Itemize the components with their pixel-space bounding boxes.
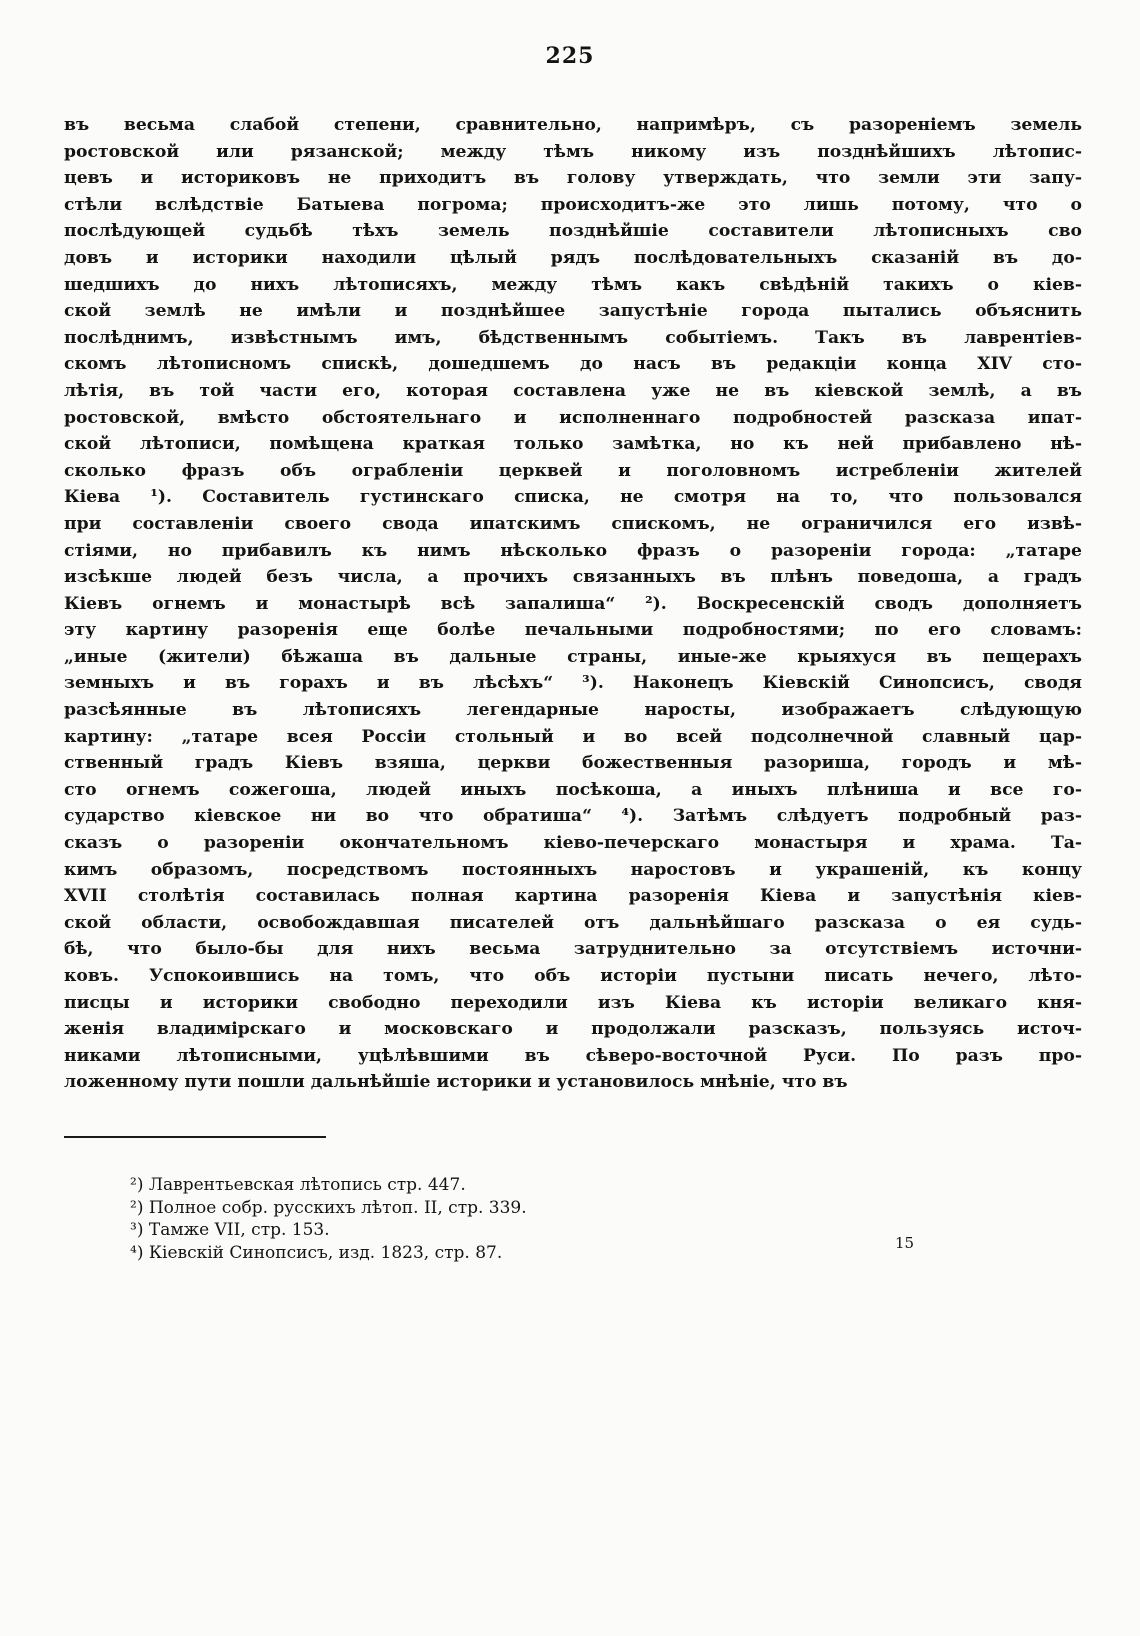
text-line: эту картину разоренія еще болѣе печальными подробностями; по его словамъ: bbox=[64, 620, 1082, 641]
text-line: ской лѣтописи, помѣщена краткая только замѣтка, но къ ней прибавлено нѣ- bbox=[64, 434, 1082, 455]
text-line: ложенному пути пошли дальнѣйшіе историки и установилось мнѣніе, что въ bbox=[64, 1072, 848, 1093]
text-line: ковъ. Успокоившись на томъ, что объ исторіи пустыни писать нечего, лѣто- bbox=[64, 966, 1082, 986]
text-line: стѣли вслѣдствіе Батыева погрома; происходитъ-же это лишь потому, что о bbox=[64, 194, 1082, 215]
text-line: скомъ лѣтописномъ спискѣ, дошедшемъ до насъ въ редакціи конца XIV сто- bbox=[64, 354, 1082, 375]
text-line: картину: „татаре всея Россіи стольный и во всей подсолнечной славный цар- bbox=[64, 726, 1082, 747]
text-line: разсѣянные въ лѣтописяхъ легендарные наросты, изображаетъ слѣдующую bbox=[64, 700, 1082, 721]
text-line: кимъ образомъ, посредствомъ постоянныхъ наростовъ и украшеній, къ концу bbox=[64, 859, 1082, 880]
text-line: изсѣкше людей безъ числа, а прочихъ связанныхъ въ плѣнъ поведоша, а градъ bbox=[64, 567, 1082, 588]
printer-signature: 15 bbox=[895, 1234, 915, 1252]
text-line: женія владимірскаго и московскаго и продолжали разсказъ, пользуясь источ- bbox=[64, 1019, 1082, 1040]
text-line: ской области, освобождавшая писателей отъ дальнѣйшаго разсказа о ея судь- bbox=[64, 912, 1082, 933]
text-line: ской землѣ не имѣли и позднѣйшее запустѣніе города пытались объяснить bbox=[64, 301, 1082, 322]
footnote: ²) Полное собр. русскихъ лѣтоп. II, стр. 339. bbox=[130, 1197, 527, 1218]
text-line: писцы и историки свободно переходили изъ Кіева къ исторіи великаго кня- bbox=[64, 992, 1082, 1013]
page-number: 225 bbox=[545, 43, 595, 69]
footnotes bbox=[130, 1174, 527, 1264]
text-line: лѣтія, въ той части его, которая составлена уже не въ кіевской землѣ, а въ bbox=[64, 380, 1082, 401]
text-line: въ весьма слабой степени, сравнительно, напримѣръ, съ разореніемъ земель bbox=[64, 115, 1082, 135]
text-line: шедшихъ до нихъ лѣтописяхъ, между тѣмъ какъ свѣдѣній такихъ о кіев- bbox=[64, 274, 1082, 295]
text-line: сударство кіевское ни во что обратиша“ ⁴). Затѣмъ слѣдуетъ подробный раз- bbox=[64, 806, 1082, 827]
text-line: стіями, но прибавилъ къ нимъ нѣсколько фразъ о разореніи города: „татаре bbox=[64, 540, 1082, 561]
text-line: ростовской, вмѣсто обстоятельнаго и исполненнаго подробностей разсказа ипат- bbox=[64, 407, 1082, 428]
text-line: Кіева ¹). Составитель густинскаго списка, не смотря на то, что пользовался bbox=[64, 487, 1082, 508]
text-line: цевъ и историковъ не приходитъ въ голову утверждать, что земли эти запу- bbox=[64, 168, 1082, 189]
text-line: Кіевъ огнемъ и монастырѣ всѣ запалиша“ ²). Воскресенскій сводъ дополняетъ bbox=[64, 593, 1082, 614]
text-line: никами лѣтописными, уцѣлѣвшими въ сѣверо-восточной Руси. По разъ про- bbox=[64, 1045, 1082, 1066]
footnote: ²) Лаврентьевская лѣтопись стр. 447. bbox=[130, 1175, 466, 1195]
footnote: ³) Тамже VII, стр. 153. bbox=[130, 1220, 330, 1240]
text-line: послѣднимъ, извѣстнымъ имъ, бѣдственнымъ событіемъ. Такъ въ лаврентіев- bbox=[64, 327, 1082, 348]
text-line: ственный градъ Кіевъ взяша, церкви божественныя разориша, городъ и мѣ- bbox=[64, 753, 1082, 774]
footnote: ⁴) Кіевскій Синопсисъ, изд. 1823, стр. 87. bbox=[130, 1242, 503, 1263]
footnote-divider bbox=[64, 1136, 326, 1138]
text-line: сказъ о разореніи окончательномъ кіево-печерскаго монастыря и храма. Та- bbox=[64, 833, 1082, 854]
text-line: XVII столѣтія составилась полная картина разоренія Кіева и запустѣнія кіев- bbox=[64, 886, 1082, 907]
text-line: довъ и историки находили цѣлый рядъ послѣдовательныхъ сказаній въ до- bbox=[64, 247, 1082, 268]
text-line: „иные (жители) бѣжаша въ дальные страны, иные-же крыяхуся въ пещерахъ bbox=[64, 646, 1082, 667]
text-line: ростовской или рязанской; между тѣмъ никому изъ позднѣйшихъ лѣтопис- bbox=[64, 141, 1082, 162]
text-line: сколько фразъ объ ограбленіи церквей и поголовномъ истребленіи жителей bbox=[64, 460, 1082, 481]
text-line: при составленіи своего свода ипатскимъ спискомъ, не ограничился его извѣ- bbox=[64, 513, 1082, 534]
body-text bbox=[64, 112, 1082, 1096]
text-line: земныхъ и въ горахъ и въ лѣсѣхъ“ ³). Наконецъ Кіевскій Синопсисъ, сводя bbox=[64, 673, 1082, 694]
text-line: бѣ, что было-бы для нихъ весьма затруднительно за отсутствіемъ источни- bbox=[64, 939, 1082, 960]
text-line: послѣдующей судьбѣ тѣхъ земель позднѣйшіе составители лѣтописныхъ сво bbox=[64, 221, 1082, 242]
text-line: сто огнемъ сожегоша, людей иныхъ посѣкоша, а иныхъ плѣниша и все го- bbox=[64, 779, 1082, 800]
